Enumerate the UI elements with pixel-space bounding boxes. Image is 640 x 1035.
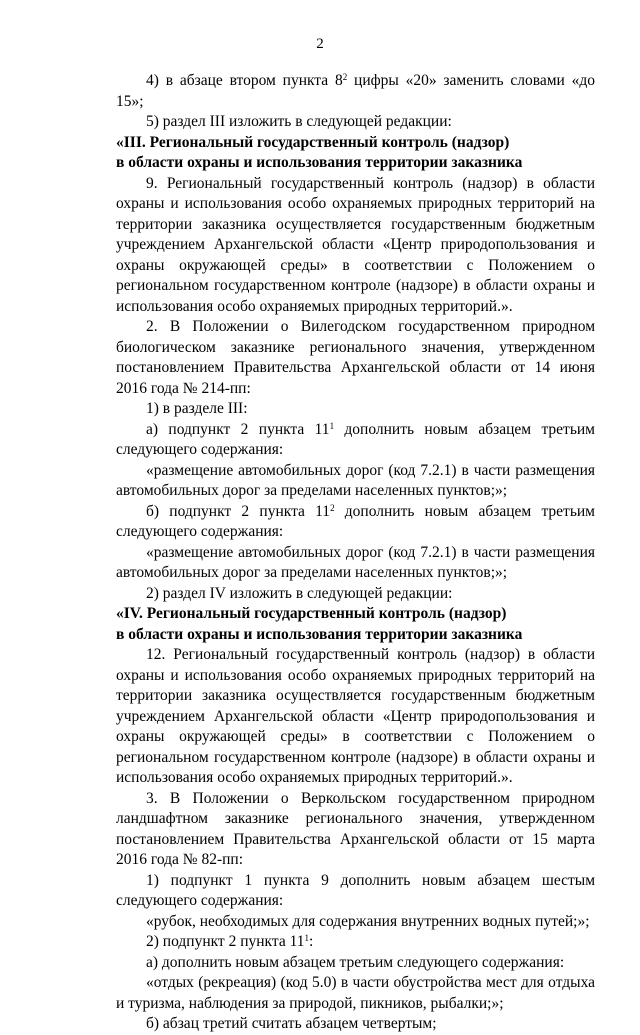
paragraph: «размещение автомобильных дорог (код 7.2.1) в части размещения автомобильных дорог за пределами населенных пунктов;»; xyxy=(116,543,595,581)
paragraph: 2. В Положении о Вилегодском государственном природном биологическом заказнике регионального значения, утвержденном постановлением Правительства Архангельской области от 14 июня 2016 года № 214-пп: xyxy=(116,318,595,397)
document-body xyxy=(116,71,595,1035)
paragraph: 2) подпункт 2 пункта $11^1$: xyxy=(146,933,314,950)
paragraph: а) подпункт 2 пункта $11^1$ дополнить новым абзацем третьим следующего содержания: xyxy=(116,420,595,458)
paragraph: 9. Региональный государственный контроль (надзор) в области охраны и использования особо охраняемых природных территорий на территории заказника осуществляется государственным бюджетным учреждением Архангельской области «Центр природопользования и охраны окружающей среды» в соответствии с Положением о региональном государственном контроле (надзоре) в области охраны и использования особо охраняемых природных территорий.». xyxy=(116,174,595,315)
paragraph: 5) раздел III изложить в следующей редакции: xyxy=(146,113,452,130)
paragraph: «рубок, необходимых для содержания внутренних водных путей;»; xyxy=(146,912,590,930)
paragraph: «отдых (рекреация) (код 5.0) в части обустройства мест для отдыха и туризма, наблюдения за природой, пикников, рыбалки;»; xyxy=(116,974,595,1012)
paragraph: 1) в разделе III: xyxy=(146,400,248,417)
paragraph: 12. Региональный государственный контроль (надзор) в области охраны и использования особо охраняемых природных территорий на территории заказника осуществляется государственным бюджетным учреждением Архангельской области «Центр природопользования и охраны окружающей среды» в соответствии с Положением о региональном государственном контроле (надзоре) в области охраны и использования особо охраняемых природных территорий.». xyxy=(116,646,595,786)
page-number: 2 xyxy=(316,36,324,52)
paragraph: 2) раздел IV изложить в следующей редакции: xyxy=(146,584,453,602)
paragraph: а) дополнить новым абзацем третьим следующего содержания: xyxy=(146,953,565,971)
section-heading: «III. Региональный государственный контроль (надзор) xyxy=(116,133,510,151)
section-heading: в области охраны и использования территории заказника xyxy=(116,625,523,643)
paragraph: б) абзац третий считать абзацем четвертым; xyxy=(146,1015,437,1032)
paragraph: б) подпункт 2 пункта $11^2$ дополнить новым абзацем третьим следующего содержания: xyxy=(116,502,595,540)
paragraph: «размещение автомобильных дорог (код 7.2.1) в части размещения автомобильных дорог за пределами населенных пунктов;»; xyxy=(116,461,595,499)
section-heading: в области охраны и использования территории заказника xyxy=(116,154,523,171)
section-heading: «IV. Региональный государственный контроль (надзор) xyxy=(116,605,507,622)
paragraph: 3. В Положении о Веркольском государственном природном ландшафтном заказнике регионального значения, утвержденном постановлением Правительства Архангельской области от 15 марта 2016 года № 82-пп: xyxy=(116,789,595,868)
paragraph: 1) подпункт 1 пункта 9 дополнить новым абзацем шестым следующего содержания: xyxy=(116,871,595,909)
paragraph: 4) в абзаце втором пункта $8^2$ цифры «20» заменить словами «до 15»; xyxy=(116,72,595,110)
